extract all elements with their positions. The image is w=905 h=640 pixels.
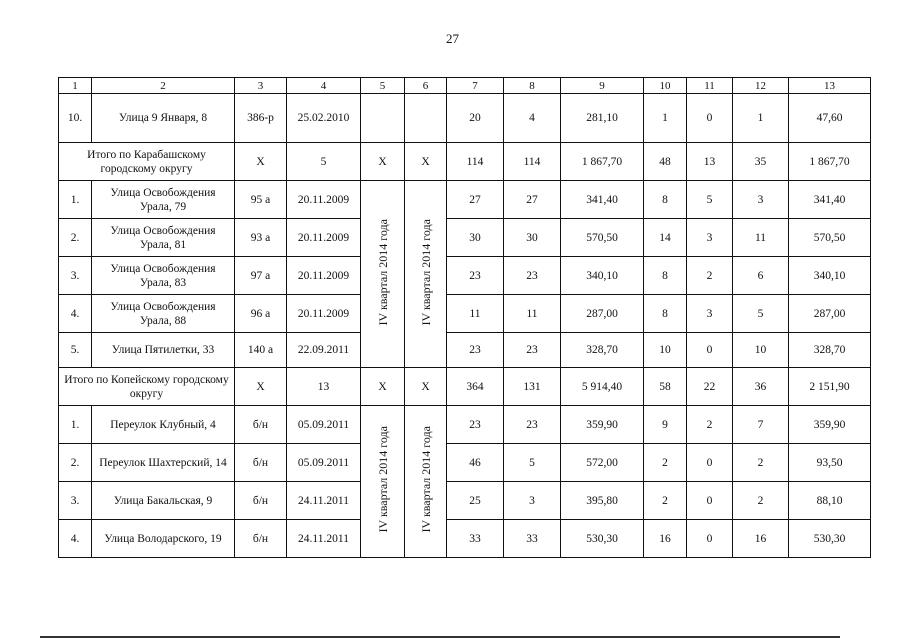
value-cell: 4 bbox=[504, 94, 561, 143]
row-number: 10. bbox=[59, 94, 92, 143]
value-cell: 11 bbox=[733, 219, 789, 257]
column-number: 2 bbox=[92, 78, 235, 94]
total-cell: 13 bbox=[687, 143, 733, 181]
period-cell-merged bbox=[361, 406, 405, 558]
value-cell: 2 bbox=[644, 444, 687, 482]
period-cell bbox=[405, 94, 447, 143]
value-cell: 10 bbox=[644, 333, 687, 368]
document-number-cell: б/н bbox=[235, 482, 287, 520]
value-cell: 8 bbox=[644, 181, 687, 219]
column-number: 5 bbox=[361, 78, 405, 94]
total-cell: 2 151,90 bbox=[789, 368, 871, 406]
total-cell: 5 914,40 bbox=[561, 368, 644, 406]
row-number: 3. bbox=[59, 257, 92, 295]
total-cell: 5 bbox=[287, 143, 361, 181]
total-cell: Х bbox=[361, 368, 405, 406]
column-number: 7 bbox=[447, 78, 504, 94]
value-cell: 530,30 bbox=[789, 520, 871, 558]
value-cell: 3 bbox=[733, 181, 789, 219]
value-cell: 1 bbox=[644, 94, 687, 143]
value-cell: 30 bbox=[447, 219, 504, 257]
value-cell: 2 bbox=[687, 406, 733, 444]
value-cell: 33 bbox=[447, 520, 504, 558]
value-cell: 3 bbox=[504, 482, 561, 520]
address-cell: Улица Бакальская, 9 bbox=[92, 482, 235, 520]
row-number: 1. bbox=[59, 406, 92, 444]
value-cell: 11 bbox=[504, 295, 561, 333]
address-cell: Улица Освобождения Урала, 81 bbox=[92, 219, 235, 257]
value-cell: 3 bbox=[687, 219, 733, 257]
value-cell: 33 bbox=[504, 520, 561, 558]
value-cell: 6 bbox=[733, 257, 789, 295]
date-cell: 25.02.2010 bbox=[287, 94, 361, 143]
column-number: 12 bbox=[733, 78, 789, 94]
value-cell: 2 bbox=[687, 257, 733, 295]
value-cell: 2 bbox=[733, 482, 789, 520]
document-number-cell: б/н bbox=[235, 444, 287, 482]
value-cell: 2 bbox=[644, 482, 687, 520]
value-cell: 10 bbox=[733, 333, 789, 368]
value-cell: 11 bbox=[447, 295, 504, 333]
total-cell: 48 bbox=[644, 143, 687, 181]
value-cell: 23 bbox=[504, 406, 561, 444]
column-number: 8 bbox=[504, 78, 561, 94]
total-cell: 22 bbox=[687, 368, 733, 406]
total-cell: 1 867,70 bbox=[789, 143, 871, 181]
page-number: 27 bbox=[446, 31, 459, 46]
total-cell: Х bbox=[235, 368, 287, 406]
column-number: 6 bbox=[405, 78, 447, 94]
date-cell: 20.11.2009 bbox=[287, 295, 361, 333]
total-cell: 58 bbox=[644, 368, 687, 406]
column-number: 1 bbox=[59, 78, 92, 94]
date-cell: 05.09.2011 bbox=[287, 444, 361, 482]
value-cell: 340,10 bbox=[561, 257, 644, 295]
date-cell: 24.11.2011 bbox=[287, 482, 361, 520]
row-number: 4. bbox=[59, 295, 92, 333]
document-number-cell: 93 а bbox=[235, 219, 287, 257]
value-cell: 287,00 bbox=[789, 295, 871, 333]
total-label: Итого по Копейскому городскому округу bbox=[59, 368, 235, 406]
value-cell: 27 bbox=[447, 181, 504, 219]
column-number: 11 bbox=[687, 78, 733, 94]
address-cell: Улица Освобождения Урала, 88 bbox=[92, 295, 235, 333]
total-row-kopeysk bbox=[59, 368, 871, 406]
bottom-rule bbox=[40, 636, 840, 638]
total-row-karabash bbox=[59, 143, 871, 181]
value-cell: 7 bbox=[733, 406, 789, 444]
value-cell: 20 bbox=[447, 94, 504, 143]
value-cell: 16 bbox=[733, 520, 789, 558]
total-cell: 35 bbox=[733, 143, 789, 181]
period-cell-merged bbox=[405, 181, 447, 368]
total-cell: 131 bbox=[504, 368, 561, 406]
value-cell: 23 bbox=[447, 406, 504, 444]
document-number-cell: 140 а bbox=[235, 333, 287, 368]
period-text: IV квартал 2014 года bbox=[418, 426, 433, 533]
address-cell: Улица Пятилетки, 33 bbox=[92, 333, 235, 368]
table-row bbox=[59, 257, 871, 295]
value-cell: 23 bbox=[447, 333, 504, 368]
value-cell: 0 bbox=[687, 444, 733, 482]
period-text: IV квартал 2014 года bbox=[418, 218, 433, 326]
row-number: 5. bbox=[59, 333, 92, 368]
value-cell: 2 bbox=[733, 444, 789, 482]
value-cell: 0 bbox=[687, 520, 733, 558]
address-cell: Улица Освобождения Урала, 83 bbox=[92, 257, 235, 295]
total-cell: Х bbox=[361, 143, 405, 181]
table-row bbox=[59, 333, 871, 368]
value-cell: 0 bbox=[687, 94, 733, 143]
period-cell-merged bbox=[361, 181, 405, 368]
value-cell: 328,70 bbox=[789, 333, 871, 368]
value-cell: 8 bbox=[644, 257, 687, 295]
total-cell: 114 bbox=[504, 143, 561, 181]
housing-registry-table bbox=[58, 77, 871, 558]
value-cell: 281,10 bbox=[561, 94, 644, 143]
table-row bbox=[59, 219, 871, 257]
row-number: 2. bbox=[59, 444, 92, 482]
total-cell: Х bbox=[235, 143, 287, 181]
value-cell: 328,70 bbox=[561, 333, 644, 368]
address-cell: Переулок Клубный, 4 bbox=[92, 406, 235, 444]
value-cell: 5 bbox=[504, 444, 561, 482]
value-cell: 47,60 bbox=[789, 94, 871, 143]
value-cell: 88,10 bbox=[789, 482, 871, 520]
column-number: 4 bbox=[287, 78, 361, 94]
table-row bbox=[59, 482, 871, 520]
value-cell: 27 bbox=[504, 181, 561, 219]
value-cell: 359,90 bbox=[561, 406, 644, 444]
value-cell: 23 bbox=[504, 333, 561, 368]
total-cell: 36 bbox=[733, 368, 789, 406]
address-cell: Переулок Шахтерский, 14 bbox=[92, 444, 235, 482]
document-number-cell: б/н bbox=[235, 520, 287, 558]
document-number-cell: б/н bbox=[235, 406, 287, 444]
row-number: 3. bbox=[59, 482, 92, 520]
date-cell: 22.09.2011 bbox=[287, 333, 361, 368]
date-cell: 24.11.2011 bbox=[287, 520, 361, 558]
document-number-cell: 386-р bbox=[235, 94, 287, 143]
column-number: 13 bbox=[789, 78, 871, 94]
value-cell: 359,90 bbox=[789, 406, 871, 444]
value-cell: 30 bbox=[504, 219, 561, 257]
period-cell-merged bbox=[405, 406, 447, 558]
value-cell: 14 bbox=[644, 219, 687, 257]
value-cell: 570,50 bbox=[789, 219, 871, 257]
table-row bbox=[59, 406, 871, 444]
address-cell: Улица 9 Января, 8 bbox=[92, 94, 235, 143]
total-cell: 1 867,70 bbox=[561, 143, 644, 181]
document-number-cell: 96 а bbox=[235, 295, 287, 333]
value-cell: 570,50 bbox=[561, 219, 644, 257]
date-cell: 20.11.2009 bbox=[287, 219, 361, 257]
date-cell: 20.11.2009 bbox=[287, 257, 361, 295]
total-cell: 13 bbox=[287, 368, 361, 406]
total-cell: 364 bbox=[447, 368, 504, 406]
value-cell: 3 bbox=[687, 295, 733, 333]
value-cell: 572,00 bbox=[561, 444, 644, 482]
column-number: 3 bbox=[235, 78, 287, 94]
value-cell: 23 bbox=[504, 257, 561, 295]
total-label: Итого по Карабашскому городскому округу bbox=[59, 143, 235, 181]
table-row bbox=[59, 520, 871, 558]
value-cell: 23 bbox=[447, 257, 504, 295]
value-cell: 0 bbox=[687, 482, 733, 520]
value-cell: 341,40 bbox=[789, 181, 871, 219]
value-cell: 93,50 bbox=[789, 444, 871, 482]
column-number-row bbox=[59, 78, 871, 94]
value-cell: 395,80 bbox=[561, 482, 644, 520]
value-cell: 341,40 bbox=[561, 181, 644, 219]
total-cell: 114 bbox=[447, 143, 504, 181]
value-cell: 5 bbox=[733, 295, 789, 333]
table-row bbox=[59, 295, 871, 333]
row-number: 4. bbox=[59, 520, 92, 558]
value-cell: 46 bbox=[447, 444, 504, 482]
column-number: 9 bbox=[561, 78, 644, 94]
row-number: 1. bbox=[59, 181, 92, 219]
total-cell: Х bbox=[405, 143, 447, 181]
value-cell: 5 bbox=[687, 181, 733, 219]
value-cell: 0 bbox=[687, 333, 733, 368]
date-cell: 05.09.2011 bbox=[287, 406, 361, 444]
date-cell: 20.11.2009 bbox=[287, 181, 361, 219]
column-number: 10 bbox=[644, 78, 687, 94]
document-number-cell: 95 а bbox=[235, 181, 287, 219]
document-number-cell: 97 а bbox=[235, 257, 287, 295]
value-cell: 340,10 bbox=[789, 257, 871, 295]
row-number: 2. bbox=[59, 219, 92, 257]
period-text: IV квартал 2014 года bbox=[375, 426, 390, 533]
value-cell: 25 bbox=[447, 482, 504, 520]
total-cell: Х bbox=[405, 368, 447, 406]
address-cell: Улица Освобождения Урала, 79 bbox=[92, 181, 235, 219]
table-row bbox=[59, 181, 871, 219]
address-cell: Улица Володарского, 19 bbox=[92, 520, 235, 558]
value-cell: 9 bbox=[644, 406, 687, 444]
value-cell: 1 bbox=[733, 94, 789, 143]
period-cell bbox=[361, 94, 405, 143]
value-cell: 16 bbox=[644, 520, 687, 558]
table-row bbox=[59, 444, 871, 482]
value-cell: 287,00 bbox=[561, 295, 644, 333]
value-cell: 8 bbox=[644, 295, 687, 333]
table-row bbox=[59, 94, 871, 143]
value-cell: 530,30 bbox=[561, 520, 644, 558]
period-text: IV квартал 2014 года bbox=[375, 218, 390, 326]
